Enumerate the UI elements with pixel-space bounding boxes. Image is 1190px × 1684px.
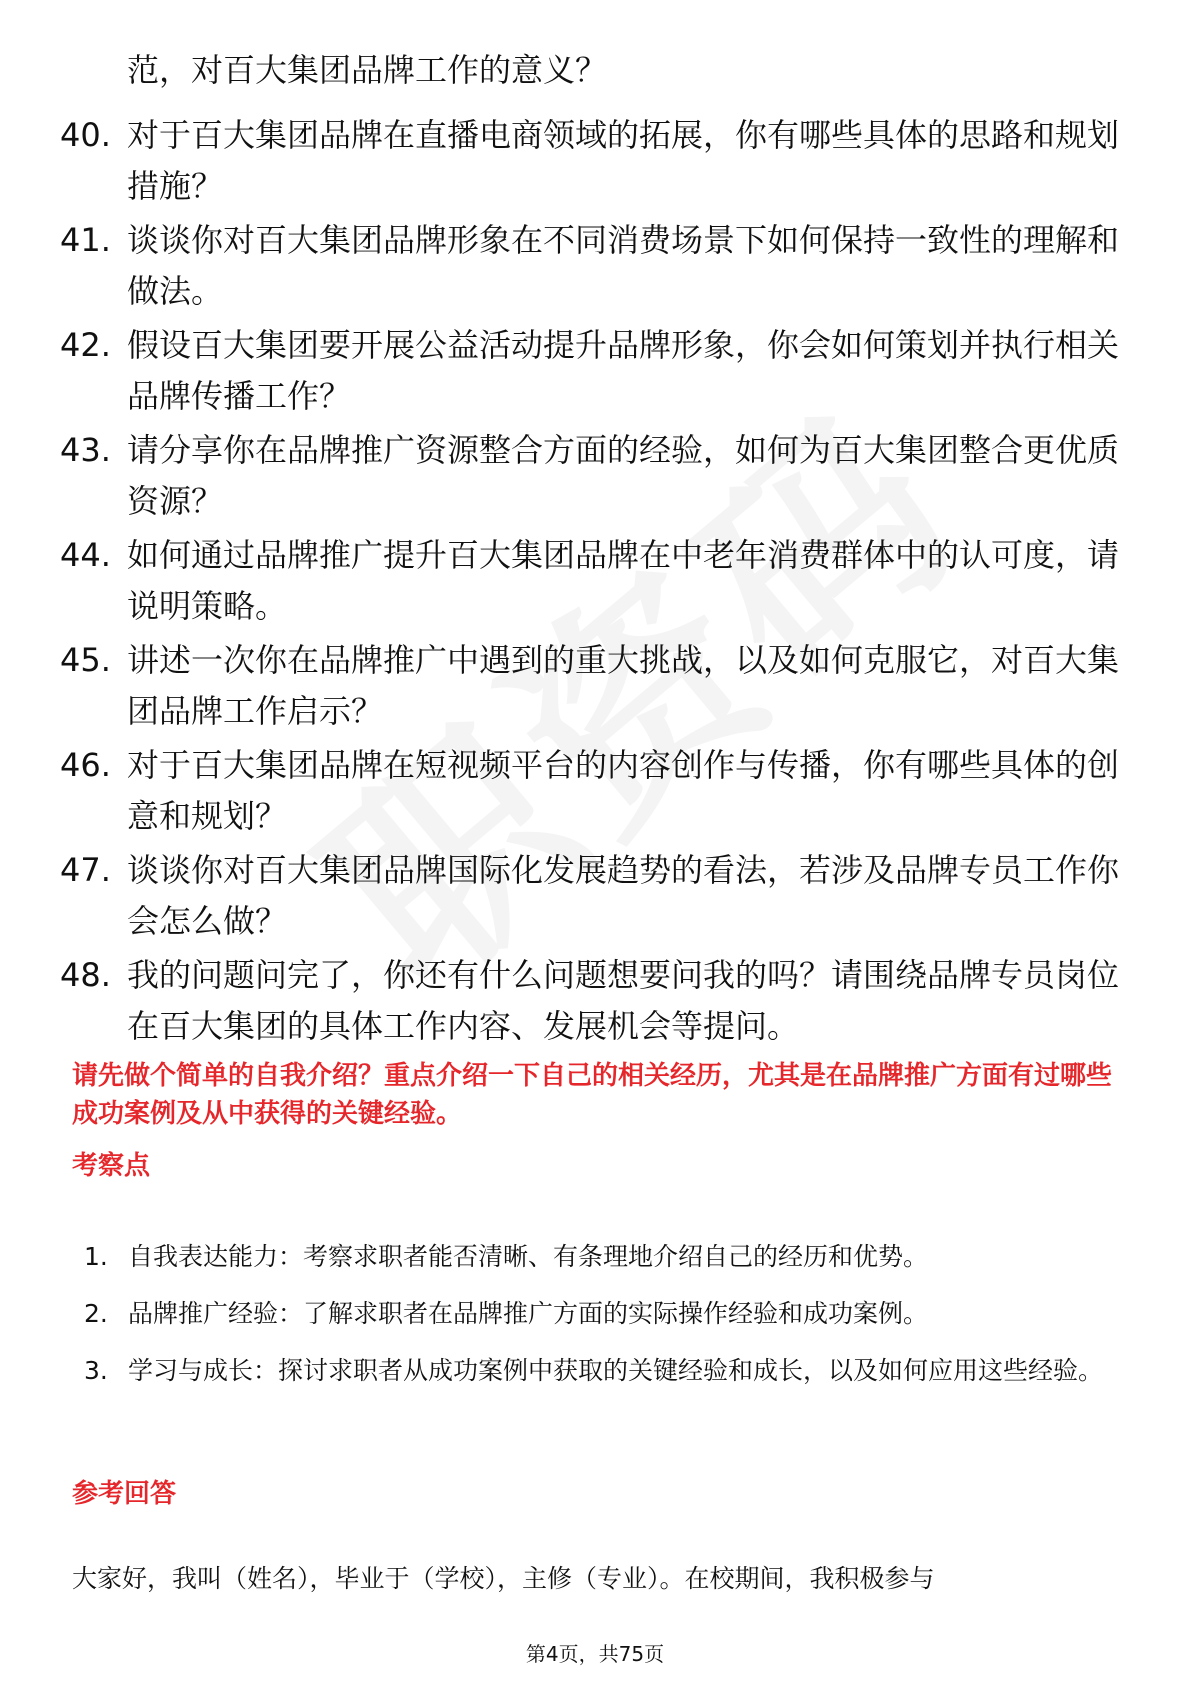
question-list (60, 110, 1130, 1055)
question-number: 46. (60, 746, 111, 784)
kaochadian-item (84, 1228, 1134, 1285)
question-number: 45. (60, 641, 111, 679)
question-item (60, 635, 1130, 737)
question-text: 对于百大集团品牌在短视频平台的内容创作与传播，你有哪些具体的创意和规划？ (127, 746, 1120, 835)
kaochadian-number: 1. (84, 1242, 108, 1271)
question-item (60, 215, 1130, 317)
question-text: 对于百大集团品牌在直播电商领域的拓展，你有哪些具体的思路和规划措施？ (127, 116, 1120, 205)
kaochadian-title: 考察点 (72, 1151, 151, 1181)
question-item (60, 530, 1130, 632)
question-text: 假设百大集团要开展公益活动提升品牌形象，你会如何策划并执行相关品牌传播工作？ (127, 326, 1120, 415)
question-text: 谈谈你对百大集团品牌国际化发展趋势的看法，若涉及品牌专员工作你会怎么做？ (127, 851, 1120, 940)
question-item (60, 110, 1130, 212)
question-item (60, 740, 1130, 842)
interview-prompt: 请先做个简单的自我介绍？重点介绍一下自己的相关经历，尤其是在品牌推广方面有过哪些成功案例及从中获得的关键经验。 (72, 1061, 1113, 1129)
question-text: 讲述一次你在品牌推广中遇到的重大挑战，以及如何克服它，对百大集团品牌工作启示？ (127, 641, 1120, 730)
answer-title: 参考回答 (72, 1479, 177, 1509)
question-item (60, 845, 1130, 947)
question-continuation: 范，对百大集团品牌工作的意义？ (127, 51, 608, 89)
question-number: 44. (60, 536, 111, 574)
question-text: 请分享你在品牌推广资源整合方面的经验，如何为百大集团整合更优质资源？ (127, 431, 1120, 520)
question-number: 42. (60, 326, 111, 364)
kaochadian-item (84, 1342, 1134, 1399)
kaochadian-text: 学习与成长：探讨求职者从成功案例中获取的关键经验和成长，以及如何应用这些经验。 (128, 1356, 1104, 1385)
question-number: 48. (60, 956, 111, 994)
question-item (60, 320, 1130, 422)
page-footer: 第4页，共75页 (525, 1642, 665, 1666)
question-text: 我的问题问完了，你还有什么问题想要问我的吗？请围绕品牌专员岗位在百大集团的具体工作内容、发展机会等提问。 (127, 956, 1120, 1045)
question-item (60, 950, 1130, 1052)
kaochadian-number: 2. (84, 1299, 108, 1328)
question-number: 40. (60, 116, 111, 154)
question-number: 47. (60, 851, 111, 889)
question-text: 谈谈你对百大集团品牌形象在不同消费场景下如何保持一致性的理解和做法。 (127, 221, 1120, 310)
kaochadian-text: 品牌推广经验：了解求职者在品牌推广方面的实际操作经验和成功案例。 (128, 1299, 929, 1328)
kaochadian-item (84, 1285, 1134, 1342)
kaochadian-list (84, 1228, 1134, 1399)
question-number: 41. (60, 221, 111, 259)
question-number: 43. (60, 431, 111, 469)
question-item (60, 425, 1130, 527)
kaochadian-number: 3. (84, 1356, 108, 1385)
question-text: 如何通过品牌推广提升百大集团品牌在中老年消费群体中的认可度，请说明策略。 (127, 536, 1120, 625)
answer-text: 大家好，我叫（姓名），毕业于（学校），主修（专业）。在校期间，我积极参与 (72, 1564, 935, 1593)
kaochadian-text: 自我表达能力：考察求职者能否清晰、有条理地介绍自己的经历和优势。 (128, 1242, 929, 1271)
